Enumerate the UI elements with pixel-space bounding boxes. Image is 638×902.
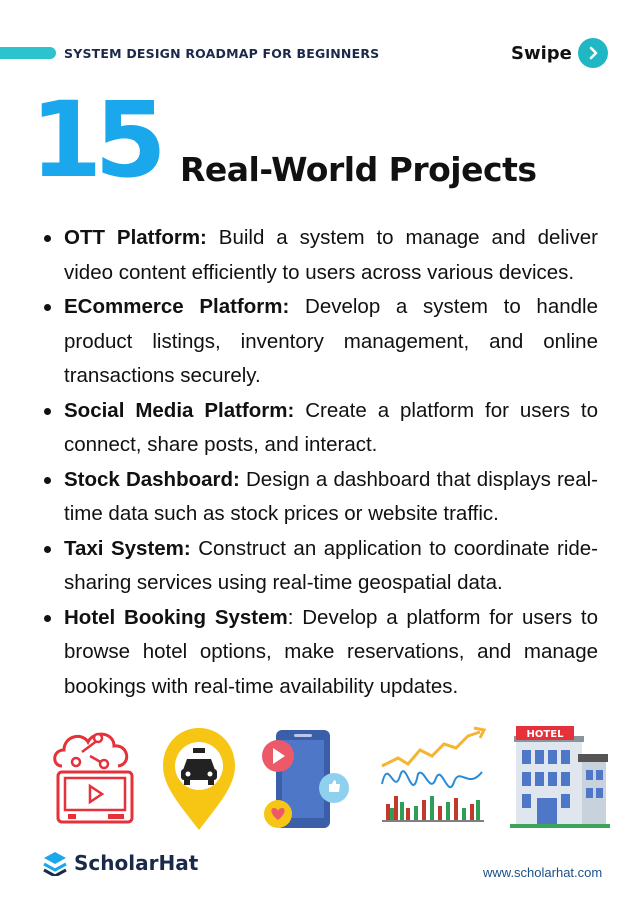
list-item [40, 463, 598, 532]
hotel-building-icon [510, 726, 610, 830]
cloud-video-icon [48, 726, 148, 830]
header-title: SYSTEM DESIGN ROADMAP FOR BEGINNERS [64, 46, 380, 61]
swipe-button[interactable] [511, 38, 608, 68]
project-name: Stock Dashboard: [64, 467, 240, 491]
project-list [40, 221, 598, 704]
scholarhat-logo [42, 850, 198, 876]
scholarhat-logo-icon [42, 850, 68, 876]
social-media-phone-icon [256, 726, 352, 832]
list-item [40, 221, 598, 290]
project-description: : Develop a platform for users to browse hotel options, make reservations, and manage bookings with real-time availability updates. [64, 605, 598, 698]
project-name: ECommerce Platform: [64, 295, 290, 318]
project-description: Build a system to manage and deliver video content efficiently to users across various devices. [64, 226, 598, 284]
website-link[interactable]: www.scholarhat.com [483, 865, 603, 880]
stock-chart-icon [378, 726, 488, 826]
taxi-location-icon [159, 726, 239, 832]
project-name: Hotel Booking System [64, 605, 288, 629]
project-name: Taxi System: [64, 536, 191, 560]
project-name: Social Media Platform: [64, 398, 295, 422]
list-item [40, 290, 598, 394]
project-description: Construct an application to coordinate ride-sharing services using real-time geospatial data. [64, 536, 599, 594]
project-description: Create a platform for users to connect, share posts, and interact. [64, 398, 598, 456]
project-icons [44, 726, 614, 836]
list-item [40, 601, 598, 705]
hotel-sign: HOTEL [526, 729, 564, 740]
brand-name: ScholarHat [74, 851, 199, 875]
swipe-label: Swipe [511, 42, 572, 64]
project-count: 15 [30, 79, 159, 201]
project-name: OTT Platform: [64, 226, 207, 249]
chevron-right-icon[interactable] [578, 38, 608, 68]
header-accent-bar [0, 47, 56, 59]
list-item [40, 394, 598, 463]
project-description: Develop a system to handle product listings, inventory management, and online transactions securely. [64, 295, 598, 387]
project-description: Design a dashboard that displays real-time data such as stock prices or website traffic. [64, 467, 598, 525]
page-title: Real-World Projects [180, 150, 537, 189]
list-item [40, 532, 598, 601]
